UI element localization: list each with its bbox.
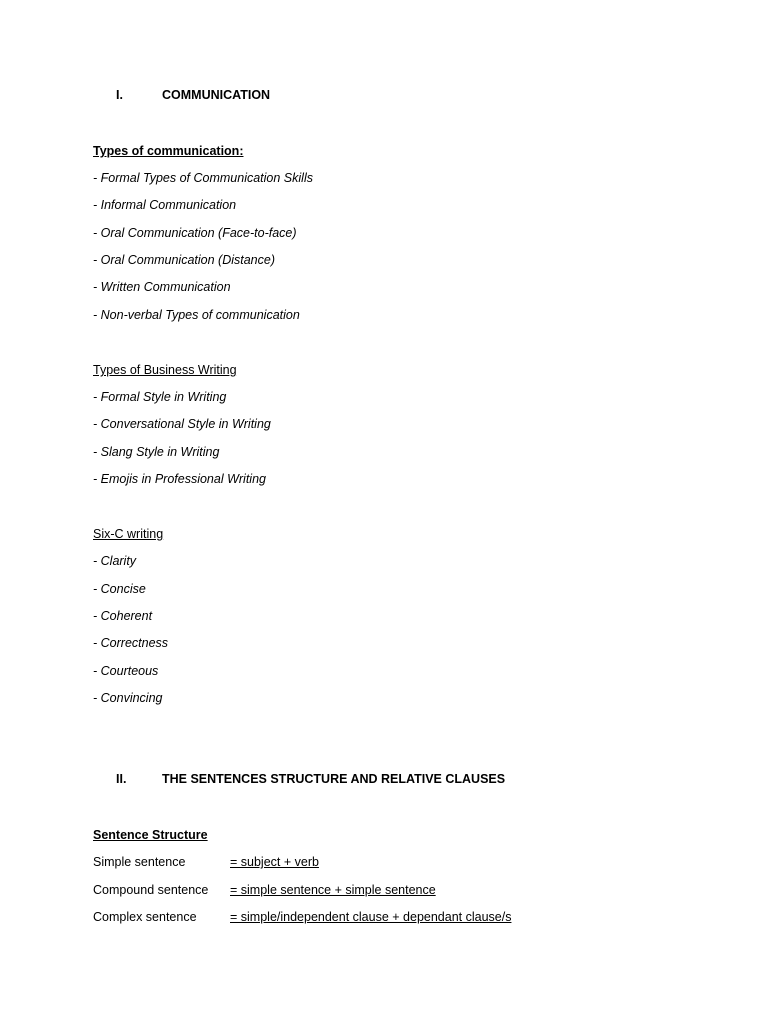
list-item: - Coherent <box>93 609 153 623</box>
sentence-term: Compound sentence <box>93 883 209 897</box>
list-item: - Emojis in Professional Writing <box>93 472 266 486</box>
list-item: - Formal Types of Communication Skills <box>93 171 313 185</box>
list-item: - Informal Communication <box>93 198 237 212</box>
list-item: - Non-verbal Types of communication <box>93 308 300 322</box>
six-c-writing-heading: Six-C writing <box>93 527 164 541</box>
sentence-row-simple <box>93 854 319 870</box>
list-item: - Formal Style in Writing <box>93 390 227 404</box>
list-item: - Oral Communication (Distance) <box>93 253 275 267</box>
section-2-title: THE SENTENCES STRUCTURE AND RELATIVE CLAUSES <box>162 772 506 786</box>
list-item: - Courteous <box>93 664 159 678</box>
list-item: - Conversational Style in Writing <box>93 417 271 431</box>
list-item: - Clarity <box>93 554 137 568</box>
list-item: - Concise <box>93 582 146 596</box>
list-item: - Correctness <box>93 636 169 650</box>
list-item: - Convincing <box>93 691 163 705</box>
types-of-communication-heading: Types of communication: <box>93 144 244 158</box>
section-1-title: COMMUNICATION <box>162 88 271 102</box>
sentence-term: Complex sentence <box>93 910 197 924</box>
list-item: - Written Communication <box>93 280 231 294</box>
sentence-structure-heading: Sentence Structure <box>93 828 208 842</box>
types-of-business-writing-heading: Types of Business Writing <box>93 363 237 377</box>
sentence-term: Simple sentence <box>93 855 186 869</box>
sentence-definition: = subject + verb <box>230 855 319 869</box>
sentence-row-compound <box>93 882 436 898</box>
section-2-number: II. <box>116 772 127 786</box>
sentence-definition: = simple sentence + simple sentence <box>230 883 436 897</box>
sentence-definition: = simple/independent clause + dependant clause/s <box>230 910 512 924</box>
list-item: - Slang Style in Writing <box>93 445 220 459</box>
section-1-number: I. <box>116 88 123 102</box>
sentence-row-complex <box>93 909 511 925</box>
list-item: - Oral Communication (Face-to-face) <box>93 226 297 240</box>
